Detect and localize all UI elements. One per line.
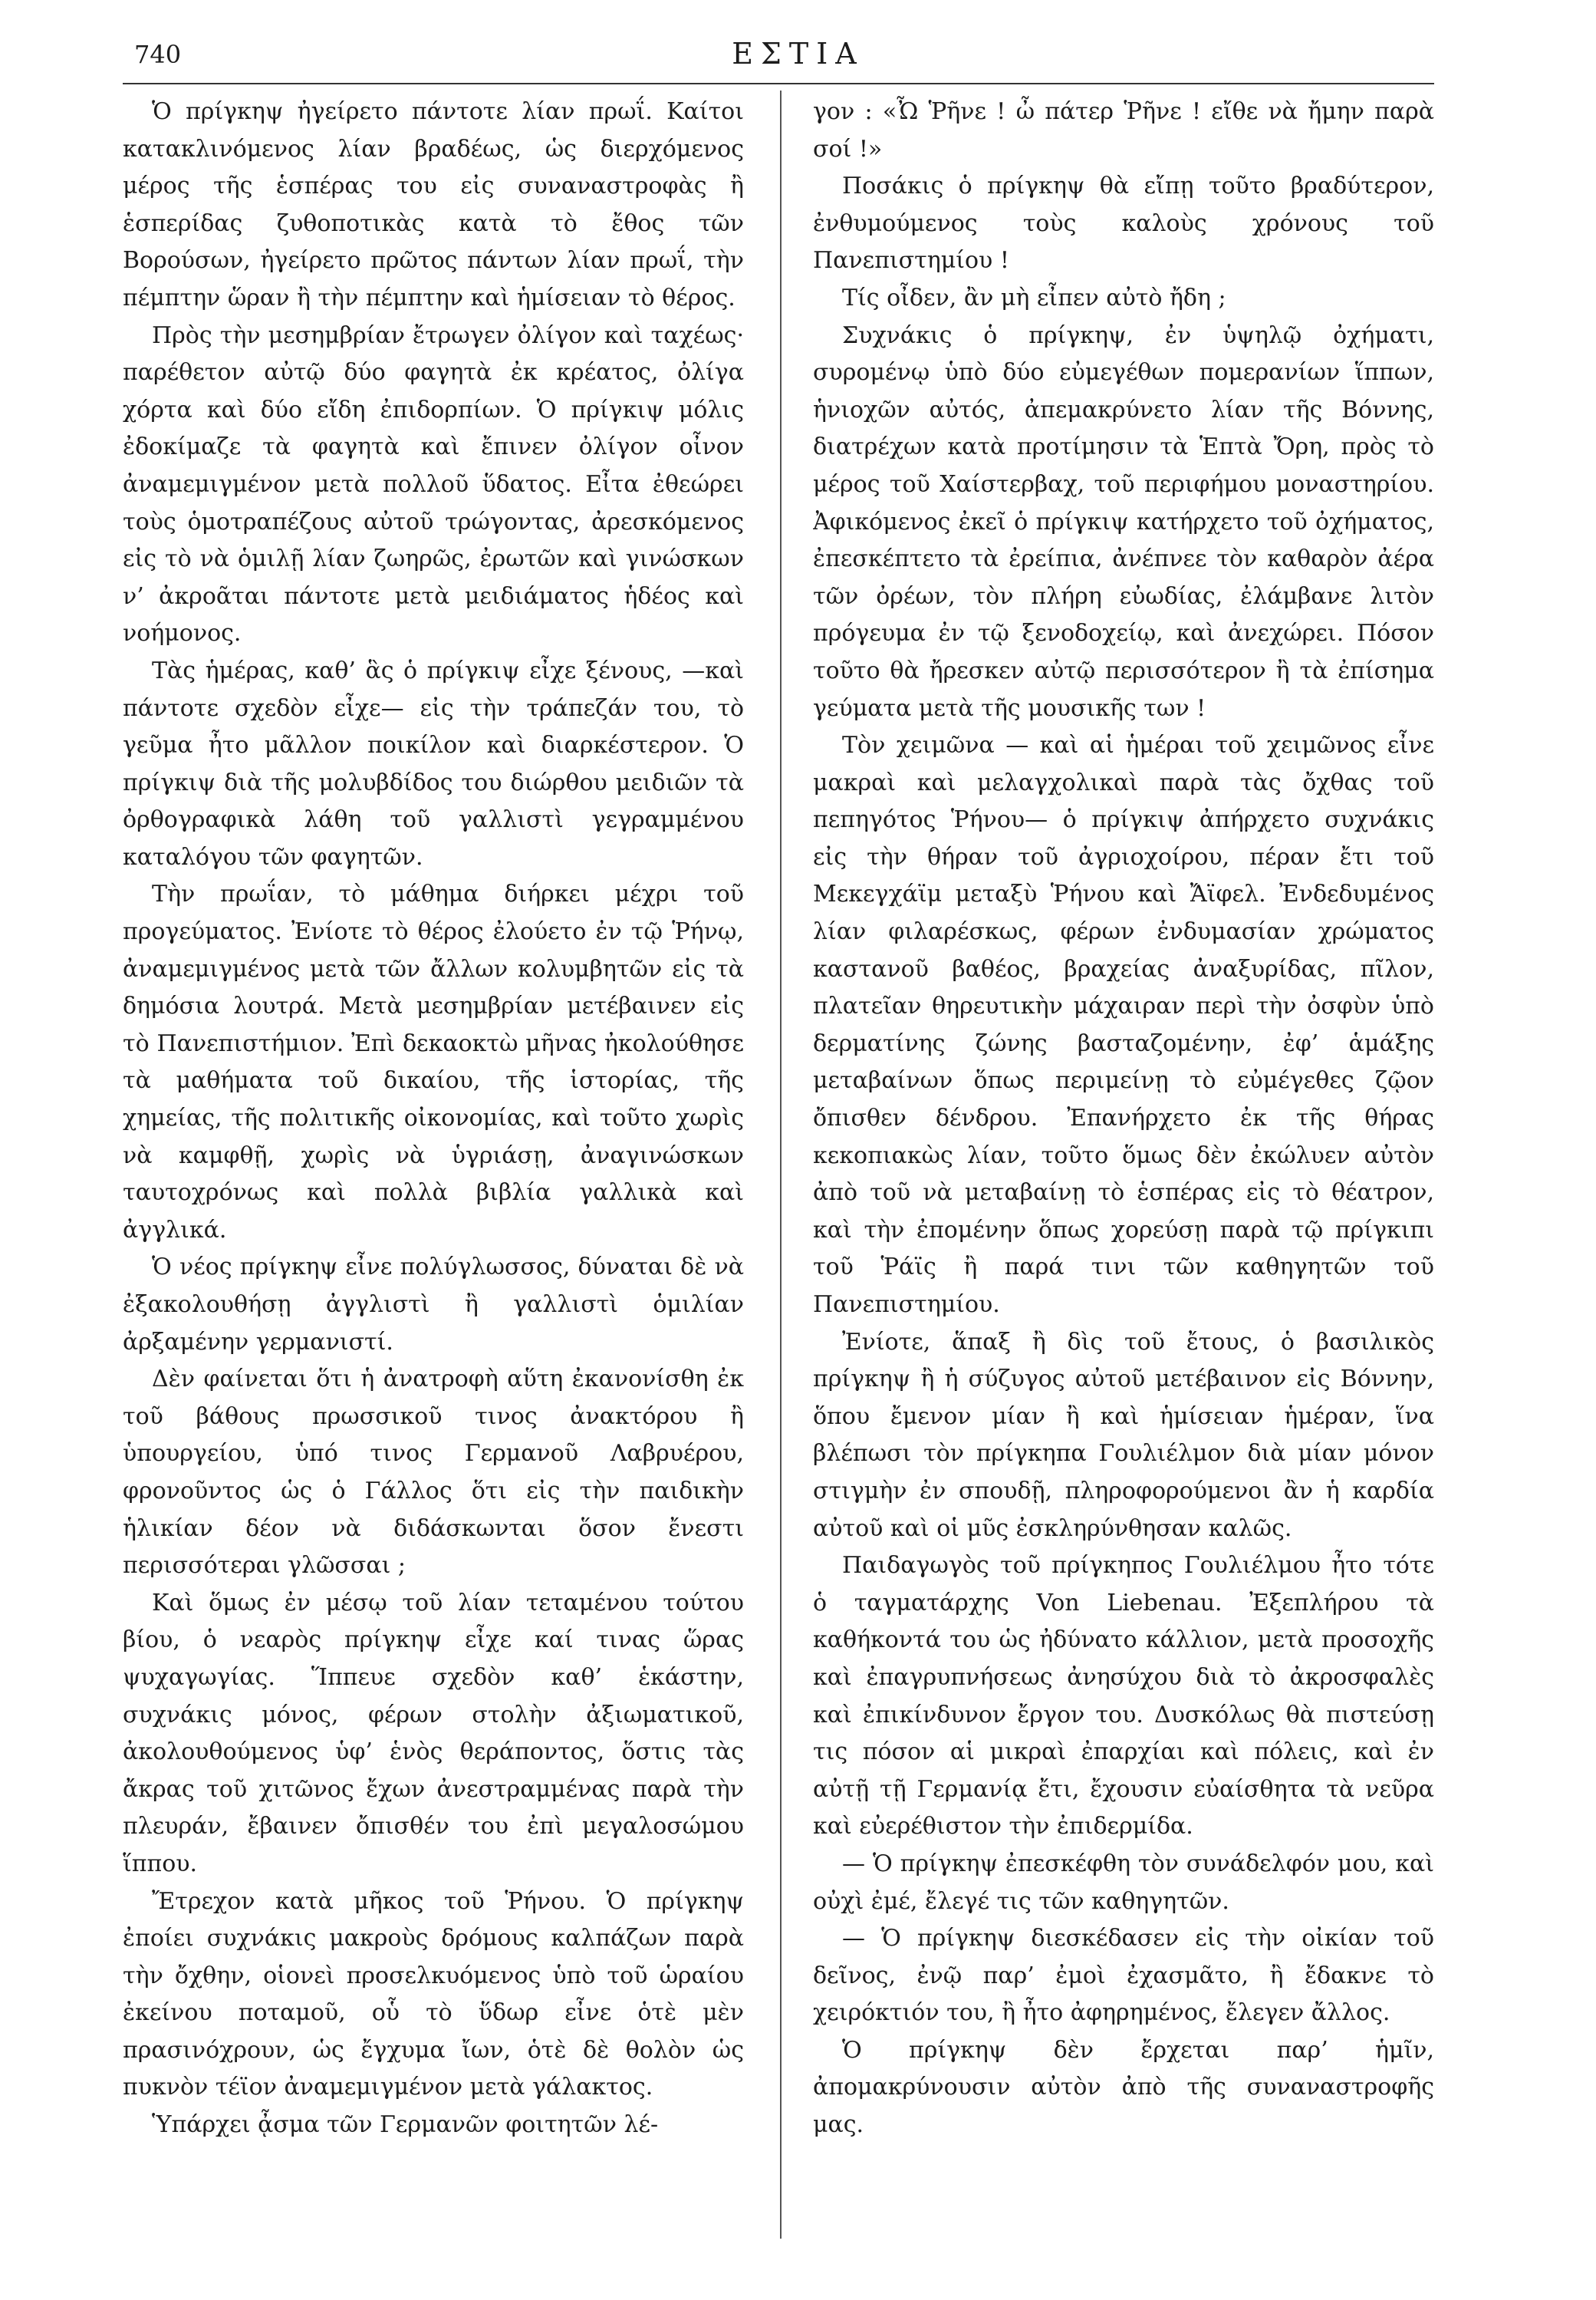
paragraph: Ἔτρεχον κατὰ μῆκος τοῦ Ῥήνου. Ὁ πρίγκηψ ἐποίει συχνάκις μακροὺς δρόμους καλπάζων παρὰ τὴν ὄχθην, οἱονεὶ προσελκυόμενος ὑπὸ τοῦ ὡραίου ἐκείνου ποταμοῦ, οὗ τὸ ὕδωρ εἶνε ὁτὲ μὲν πρασινόχρουν, ὡς ἔγχυμα ἴων, ὁτὲ δὲ θολὸν ὡς πυκνὸν τέϊον ἀναμεμιγμένον μετὰ γάλακτος.	[123, 1887, 744, 2101]
paragraph: Ποσάκις ὁ πρίγκηψ θὰ εἴπῃ τοῦτο βραδύτερον, ἐνθυμούμενος τοὺς καλοὺς χρόνους τοῦ Πανεπιστημίου !	[813, 173, 1434, 275]
paragraph: Τὰς ἡμέρας, καθ’ ἃς ὁ πρίγκιψ εἶχε ξένους, —καὶ πάντοτε σχεδὸν εἶχε— εἰς τὴν τράπεζάν του, τὸ γεῦμα ἦτο μᾶλλον ποικίλον καὶ διαρκέστερον. Ὁ πρίγκιψ διὰ τῆς μολυβδίδος του διώρθου μειδιῶν τὰ ὀρθογραφικὰ λάθη τοῦ γαλλιστὶ γεγραμμένου καταλόγου τῶν φαγητῶν.	[123, 657, 744, 871]
paragraph: — Ὁ πρίγκηψ ἐπεσκέφθη τὸν συνάδελφόν μου, καὶ οὐχὶ ἐμέ, ἔλεγέ τις τῶν καθηγητῶν.	[813, 1850, 1434, 1915]
paragraph: Τὴν πρωΐαν, τὸ μάθημα διήρκει μέχρι τοῦ προγεύματος. Ἐνίοτε τὸ θέρος ἐλούετο ἐν τῷ Ῥήνῳ, ἀναμεμιγμένος μετὰ τῶν ἄλλων κολυμβητῶν εἰς τὰ δημόσια λουτρά. Μετὰ μεσημβρίαν μετέβαινεν εἰς τὸ Πανεπιστήμιον. Ἐπὶ δεκαοκτὼ μῆνας ἠκολούθησε τὰ μαθήματα τοῦ δικαίου, τῆς ἱστορίας, τῆς χημείας, τῆς πολιτικῆς οἰκονομίας, καὶ τοῦτο χωρὶς νὰ καμφθῇ, χωρὶς νὰ ὑγριάσῃ, ἀναγινώσκων ταυτοχρόνως καὶ πολλὰ βιβλία γαλλικὰ καὶ ἀγγλικά.	[123, 881, 744, 1244]
paragraph: Παιδαγωγὸς τοῦ πρίγκηπος Γουλιέλμου ἦτο τότε ὁ ταγματάρχης Von Liebenau. Ἐξεπλήρου τὰ καθήκοντά του ὡς ἠδύνατο κάλλιον, μετὰ προσοχῆς καὶ ἐπαγρυπνήσεως ἀνησύχου διὰ τὸ ἀκροσφαλὲς καὶ ἐπικίνδυνον ἔργον του. Δυσκόλως θὰ πιστεύσῃ τις πόσον αἱ μικραὶ ἐπαρχίαι καὶ πόλεις, καὶ ἐν αὐτῇ τῇ Γερμανίᾳ ἔτι, ἔχουσιν εὐαίσθητα τὰ νεῦρα καὶ εὐερέθιστον τὴν ἐπιδερμίδα.	[813, 1552, 1434, 1840]
paragraph: Ὑπάρχει ᾆσμα τῶν Γερμανῶν φοιτητῶν λέ-	[152, 2111, 659, 2139]
paragraph: Καὶ ὅμως ἐν μέσῳ τοῦ λίαν τεταμένου τούτου βίου, ὁ νεαρὸς πρίγκηψ εἶχε καί τινας ὥρας ψυχαγωγίας. Ἵππευε σχεδὸν καθ’ ἑκάστην, συχνάκις μόνος, φέρων στολὴν ἀξιωματικοῦ, ἀκολουθούμενος ὑφ’ ἑνὸς θεράποντος, ὅστις τὰς ἄκρας τοῦ χιτῶνος ἔχων ἀνεστραμμένας παρὰ τὴν πλευράν, ἔβαινεν ὄπισθέν του ἐπὶ μεγαλοσώμου ἵππου.	[123, 1589, 744, 1877]
running-head-title: ΕΣΤΙΑ	[732, 37, 864, 71]
paragraph: Πρὸς τὴν μεσημβρίαν ἔτρωγεν ὀλίγον καὶ ταχέως· παρέθετον αὐτῷ δύο φαγητὰ ἐκ κρέατος, ὀλίγα χόρτα καὶ δύο εἴδη ἐπιδορπίων. Ὁ πρίγκιψ μόλις ἐδοκίμαζε τὰ φαγητὰ καὶ ἔπινεν ὀλίγον οἶνον ἀναμεμιγμένον μετὰ πολλοῦ ὕδατος. Εἶτα ἐθεώρει τοὺς ὁμοτραπέζους αὐτοῦ τρώγοντας, ἀρεσκόμενος εἰς τὸ νὰ ὁμιλῇ λίαν ζωηρῶς, ἐρωτῶν καὶ γινώσκων ν’ ἀκροᾶται πάντοτε μετὰ μειδιάματος ἡδέος καὶ νοήμονος.	[123, 321, 744, 647]
paragraph-continuation: γον : «Ὦ Ῥῆνε ! ὦ πάτερ Ῥῆνε ! εἴθε νὰ ἤμην παρὰ σοί !»	[813, 98, 1434, 163]
paragraph: Συχνάκις ὁ πρίγκηψ, ἐν ὑψηλῷ ὀχήματι, συρομένῳ ὑπὸ δύο εὐμεγέθων πομερανίων ἵππων, ἡνιοχῶν αὐτός, ἀπεμακρύνετο λίαν τῆς Βόννης, διατρέχων κατὰ προτίμησιν τὰ Ἑπτὰ Ὄρη, πρὸς τὸ μέρος τοῦ Χαίστερβαχ, τοῦ περιφήμου μοναστηρίου. Ἀφικόμενος ἐκεῖ ὁ πρίγκιψ κατήρχετο τοῦ ὀχήματος, ἐπεσκέπτετο τὰ ἐρείπια, ἀνέπνεε τὸν καθαρὸν ἀέρα τῶν ὀρέων, τὸν πλήρη εὐωδίας, ἐλάμβανε λιτὸν πρόγευμα ἐν τῷ ξενοδοχείῳ, καὶ ἀνεχώρει. Πόσον τοῦτο θὰ ἤρεσκεν αὐτῷ περισσότερον ἢ τὰ ἐπίσημα γεύματα μετὰ τῆς μουσικῆς των !	[813, 321, 1434, 722]
paragraph: Τίς οἶδεν, ἂν μὴ εἶπεν αὐτὸ ἤδη ;	[842, 284, 1226, 311]
paragraph: Ὁ νέος πρίγκηψ εἶνε πολύγλωσσος, δύναται δὲ νὰ ἐξακολουθήσῃ ἀγγλιστὶ ἢ γαλλιστὶ ὁμιλίαν ἀρξαμένην γερμανιστί.	[123, 1254, 744, 1356]
paragraph: Ἐνίοτε, ἅπαξ ἢ δὶς τοῦ ἔτους, ὁ βασιλικὸς πρίγκηψ ἢ ἡ σύζυγος αὐτοῦ μετέβαινον εἰς Βόννην, ὅπου ἔμενον μίαν ἢ καὶ ἡμίσειαν ἡμέραν, ἵνα βλέπωσι τὸν πρίγκηπα Γουλιέλμον διὰ μίαν μόνον στιγμὴν ἐν σπουδῇ, πληροφορούμενοι ἂν ἡ καρδία αὐτοῦ καὶ οἱ μῦς ἐσκληρύνθησαν καλῶς.	[813, 1328, 1434, 1542]
paragraph: Δὲν φαίνεται ὅτι ἡ ἀνατροφὴ αὕτη ἐκανονίσθη ἐκ τοῦ βάθους πρωσσικοῦ τινος ἀνακτόρου ἢ ὑπουργείου, ὑπό τινος Γερμανοῦ Λαβρυέρου, φρονοῦντος ὡς ὁ Γάλλος ὅτι εἰς τὴν παιδικὴν ἡλικίαν δέον νὰ διδάσκωνται ὅσον ἔνεστι περισσότεραι γλῶσσαι ;	[123, 1366, 744, 1580]
paragraph: Ὁ πρίγκηψ ἠγείρετο πάντοτε λίαν πρωΐ. Καίτοι κατακλινόμενος λίαν βραδέως, ὡς διερχόμενος μέρος τῆς ἑσπέρας του εἰς συναναστροφὰς ἢ ἑσπερίδας ζυθοποτικὰς κατὰ τὸ ἔθος τῶν Βορούσων, ἠγείρετο πρῶτος πάντων λίαν πρωΐ, τὴν πέμπτην ὥραν ἢ τὴν πέμπτην καὶ ἡμίσειαν τὸ θέρος.	[123, 98, 744, 311]
paragraph: Τὸν χειμῶνα — καὶ αἱ ἡμέραι τοῦ χειμῶνος εἶνε μακραὶ καὶ μελαγχολικαὶ παρὰ τὰς ὄχθας τοῦ πεπηγότος Ῥήνου— ὁ πρίγκιψ ἀπήρχετο συχνάκις εἰς τὴν θήραν τοῦ ἀγριοχοίρου, πέραν ἔτι τοῦ Μεκεγχάϊμ μεταξὺ Ῥήνου καὶ Ἄϊφελ. Ἐνδεδυμένος λίαν φιλαρέσκως, φέρων ἐνδυμασίαν χρώματος καστανοῦ βαθέος, βραχείας ἀναξυρίδας, πῖλον, πλατεῖαν θηρευτικὴν μάχαιραν περὶ τὴν ὀσφὺν ὑπὸ δερματίνης ζώνης βασταζομένην, ἐφ’ ἁμάξης μεταβαίνων ὅπως περιμείνῃ τὸ εὐμέγεθες ζῷον ὄπισθεν δένδρου. Ἐπανήρχετο ἐκ τῆς θήρας κεκοπιακὼς λίαν, τοῦτο ὅμως δὲν ἐκώλυεν αὐτὸν ἀπὸ τοῦ νὰ μεταβαίνῃ τὸ ἑσπέρας εἰς τὸ θέατρον, καὶ τὴν ἐπομένην ὅπως χορεύσῃ παρὰ τῷ πρίγκιπι τοῦ Ῥάϊς ἢ παρά τινι τῶν καθηγητῶν τοῦ Πανεπιστημίου.	[813, 732, 1434, 1318]
header-rule	[123, 83, 1434, 84]
paragraph: Ὁ πρίγκηψ δὲν ἔρχεται παρ’ ἡμῖν, ἀπομακρύνουσιν αὐτὸν ἀπὸ τῆς συναναστροφῆς μας.	[813, 2036, 1434, 2139]
column-divider	[780, 91, 782, 2239]
page-number: 740	[134, 40, 182, 69]
paragraph: — Ὁ πρίγκηψ διεσκέδασεν εἰς τὴν οἰκίαν τοῦ δεῖνος, ἐνῷ παρ’ ἐμοὶ ἐχασμᾶτο, ἢ ἔδακνε τὸ χειρόκτιόν του, ἢ ἦτο ἀφηρημένος, ἔλεγεν ἄλλος.	[813, 1925, 1434, 2027]
left-column	[123, 94, 744, 2234]
right-column	[813, 94, 1434, 2234]
